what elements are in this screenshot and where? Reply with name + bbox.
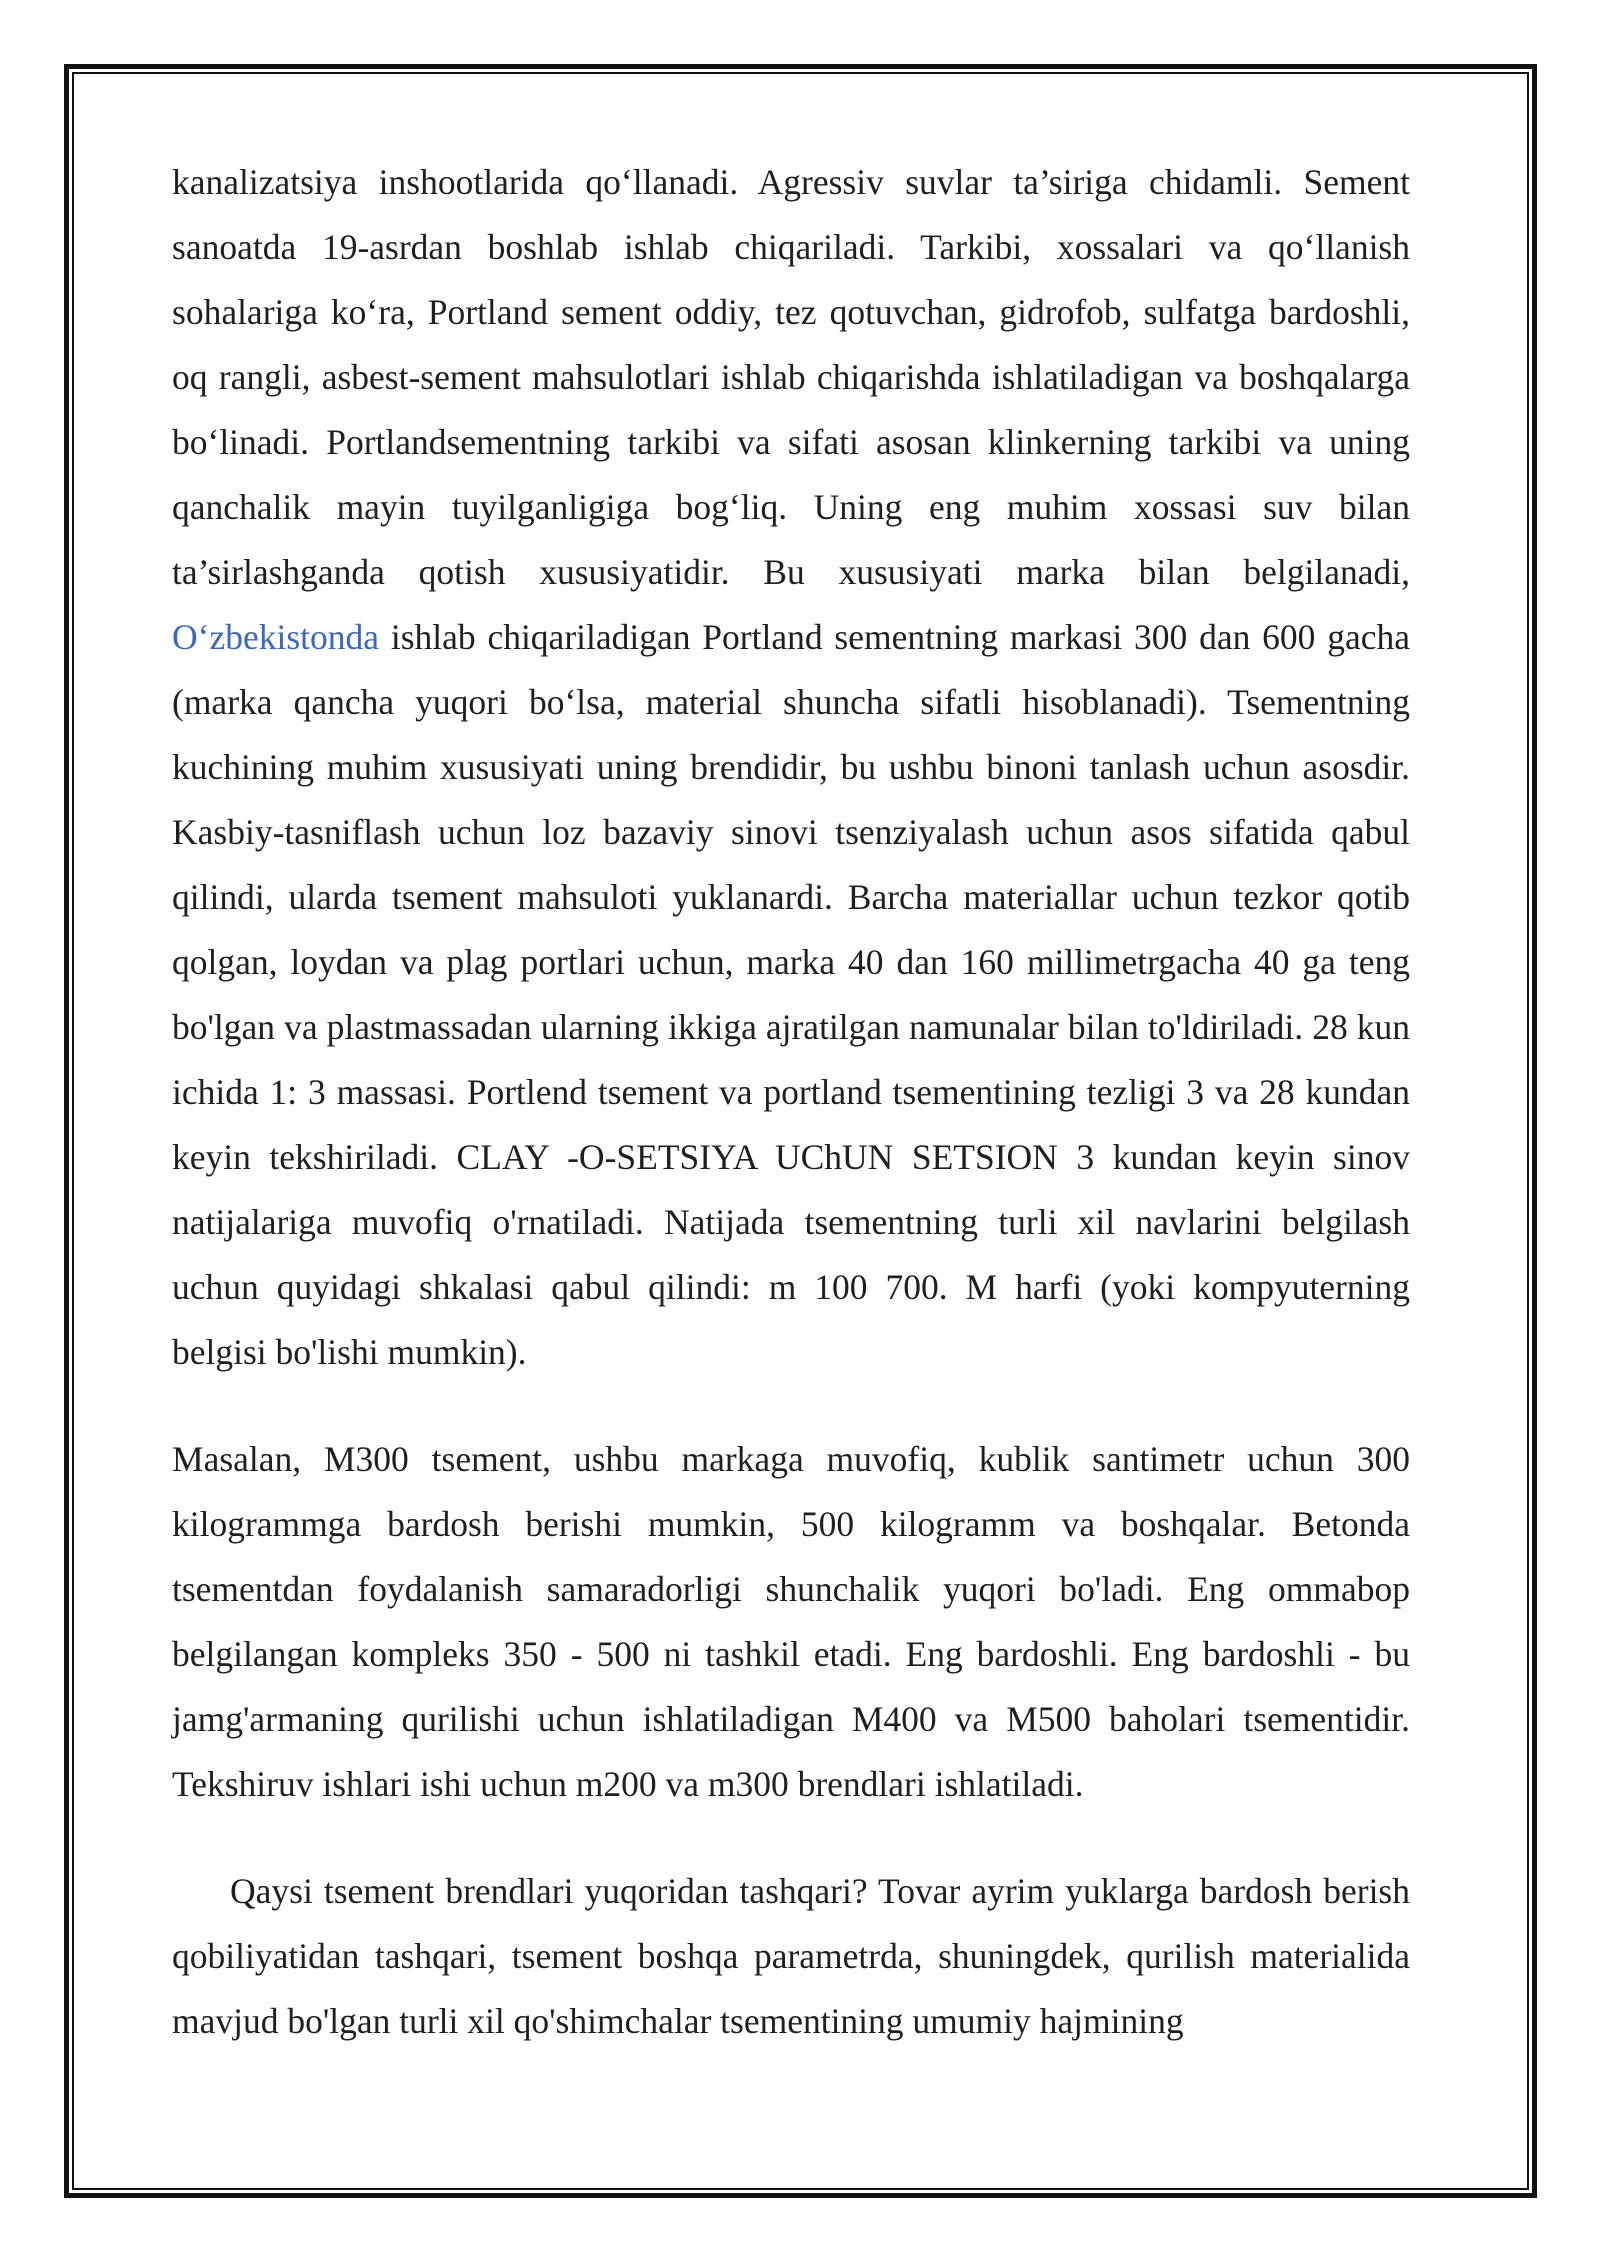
link-ozbekistonda[interactable]: O‘zbekistonda [172, 617, 380, 657]
paragraph-1-part-2: ishlab chiqariladigan Portland sementning markasi 300 dan 600 gacha (marka qancha yuqori bo‘lsa, material shuncha sifatli hisoblanadi). Tsementning kuchining muhim xususiyati uning brendidir, bu ushbu binoni tanlash uchun asosdir. Kasbiy-tasniflash uchun loz bazaviy sinovi tsenziyalash uchun asos sifatida qabul qilindi, ularda tsement mahsuloti yuklanardi. Barcha materiallar uchun tezkor qotib qolgan, loydan va plag portlari uchun, marka 40 dan 160 millimetrgacha 40 ga teng bo'lgan va plastmassadan ularning ikkiga ajratilgan namunalar bilan to'ldiriladi. 28 kun ichida 1: 3 massasi. Portlend tsement va portland tsementining tezligi 3 va 28 kundan keyin tekshiriladi. CLAY -O-SETSIYA UChUN SETSION 3 kundan keyin sinov natijalariga muvofiq o'rnatiladi. Natijada tsementning turli xil navlarini belgilash uchun quyidagi shkalasi qabul qilindi: m 100 700. M harfi (yoki kompyuterning belgisi bo'lishi mumkin). [172, 617, 1410, 1372]
paragraph-1-part-1: kanalizatsiya inshootlarida qo‘llanadi. Agressiv suvlar ta’siriga chidamli. Sement sanoatda 19-asrdan boshlab ishlab chiqariladi. Tarkibi, xossalari va qo‘llanish sohalariga ko‘ra, Portland sement oddiy, tez qotuvchan, gidrofob, sulfatga bardoshli, oq rangli, asbest-sement mahsulotlari ishlab chiqarishda ishlatiladigan va boshqalarga bo‘linadi. Portlandsementning tarkibi va sifati asosan klinkerning tarkibi va uning qanchalik mayin tuyilganligiga bog‘liq. Uning eng muhim xossasi suv bilan ta’sirlashganda qotish xususiyatidir. Bu xususiyati marka bilan belgilanadi, [172, 162, 1410, 592]
paragraph-2: Masalan, M300 tsement, ushbu markaga muvofiq, kublik santimetr uchun 300 kilogrammga bardosh berishi mumkin, 500 kilogramm va boshqalar. Betonda tsementdan foydalanish samaradorligi shunchalik yuqori bo'ladi. Eng ommabop belgilangan kompleks 350 - 500 ni tashkil etadi. Eng bardoshli. Eng bardoshli - bu jamg'armaning qurilishi uchun ishlatiladigan M400 va M500 baholari tsementidir. Tekshiruv ishlari ishi uchun m200 va m300 brendlari ishlatiladi. [172, 1439, 1410, 1804]
paragraph-1 [172, 150, 1410, 1385]
document-body [172, 150, 1410, 2054]
paragraph-3: Qaysi tsement brendlari yuqoridan tashqari? Tovar ayrim yuklarga bardosh berish qobiliyatidan tashqari, tsement boshqa parametrda, shuningdek, qurilish materialida mavjud bo'lgan turli xil qo'shimchalar tsementining umumiy hajmining [172, 1871, 1410, 2041]
